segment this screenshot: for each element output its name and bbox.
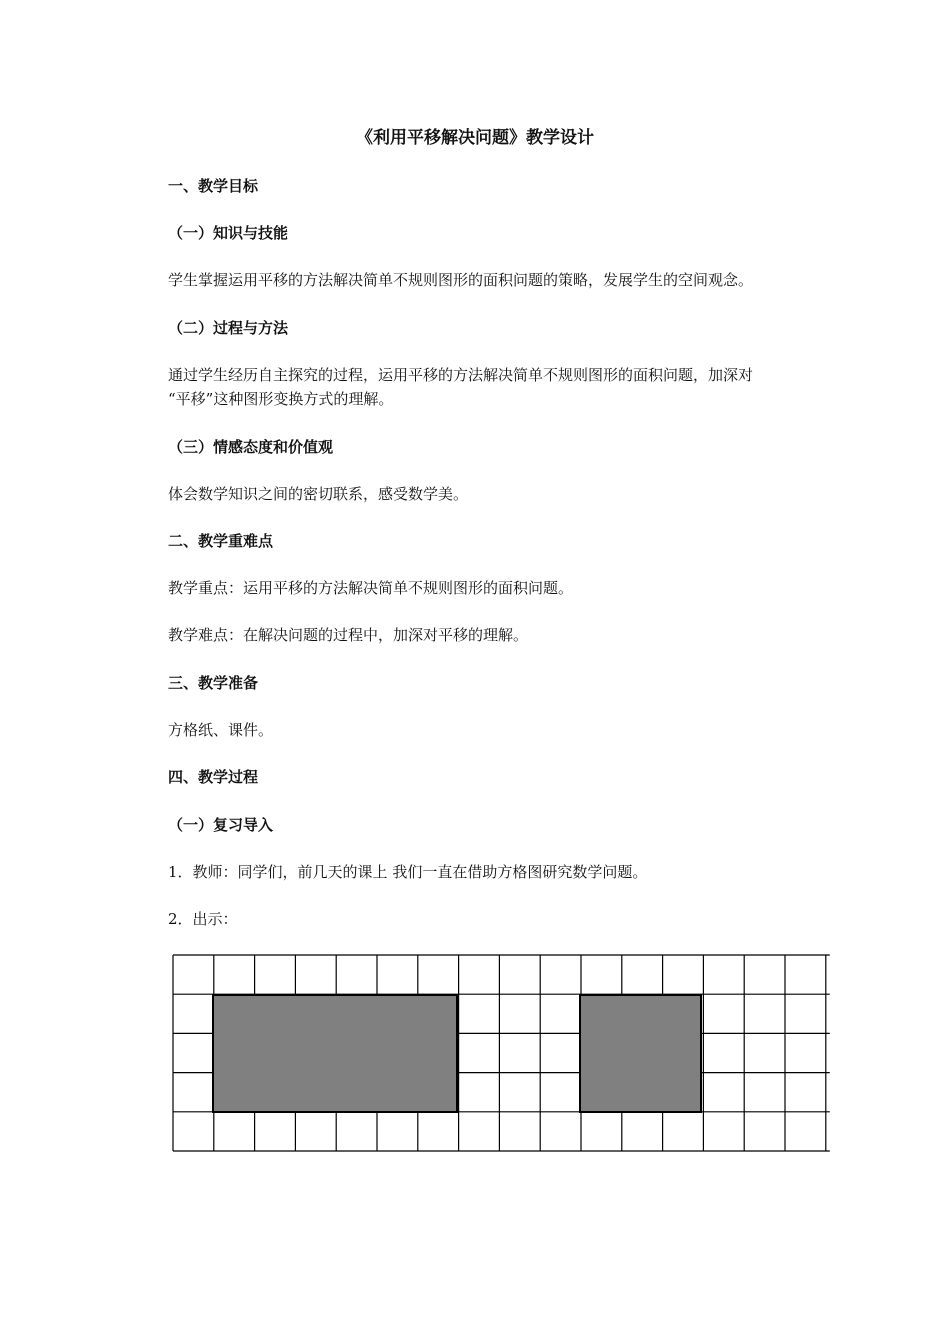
paragraph-difficult-point: 教学难点：在解决问题的过程中，加深对平移的理解。 [168,626,529,644]
document-title: 《利用平移解决问题》教学设计 [356,128,594,148]
heading-teaching-preparation: 三、教学准备 [168,674,259,692]
paragraph-process-method-line1: 通过学生经历自主探究的过程，运用平移的方法解决简单不规则图形的面积问题，加深对 [168,366,754,384]
heading-key-difficult-points: 二、教学重难点 [168,532,274,550]
grid-paper-svg [172,954,832,1154]
paragraph-key-point: 教学重点：运用平移的方法解决简单不规则图形的面积问题。 [168,579,574,597]
paragraph-process-method-line2: “平移”这种图形变换方式的理解。 [168,390,394,408]
heading-teaching-process: 四、教学过程 [168,768,259,786]
paragraph-knowledge-skills: 学生掌握运用平移的方法解决简单不规则图形的面积问题的策略，发展学生的空间观念。 [168,271,754,289]
grid-figure [172,954,832,1158]
paragraph-preparation: 方格纸、课件。 [168,721,274,739]
subheading-knowledge-skills: （一）知识与技能 [168,224,289,242]
heading-teaching-goals: 一、教学目标 [168,177,259,195]
large-rectangle [213,995,457,1112]
paragraph-teacher-prompt: 1．教师：同学们，前几天的课上 我们一直在借助方格图研究数学问题。 [168,863,648,881]
paragraph-emotion-values: 体会数学知识之间的密切联系，感受数学美。 [168,485,469,503]
paragraph-show: 2．出示： [168,910,238,928]
small-rectangle [580,995,701,1112]
subheading-emotion-values: （三）情感态度和价值观 [168,438,334,456]
subheading-process-method: （二）过程与方法 [168,319,289,337]
subheading-review-intro: （一）复习导入 [168,816,274,834]
